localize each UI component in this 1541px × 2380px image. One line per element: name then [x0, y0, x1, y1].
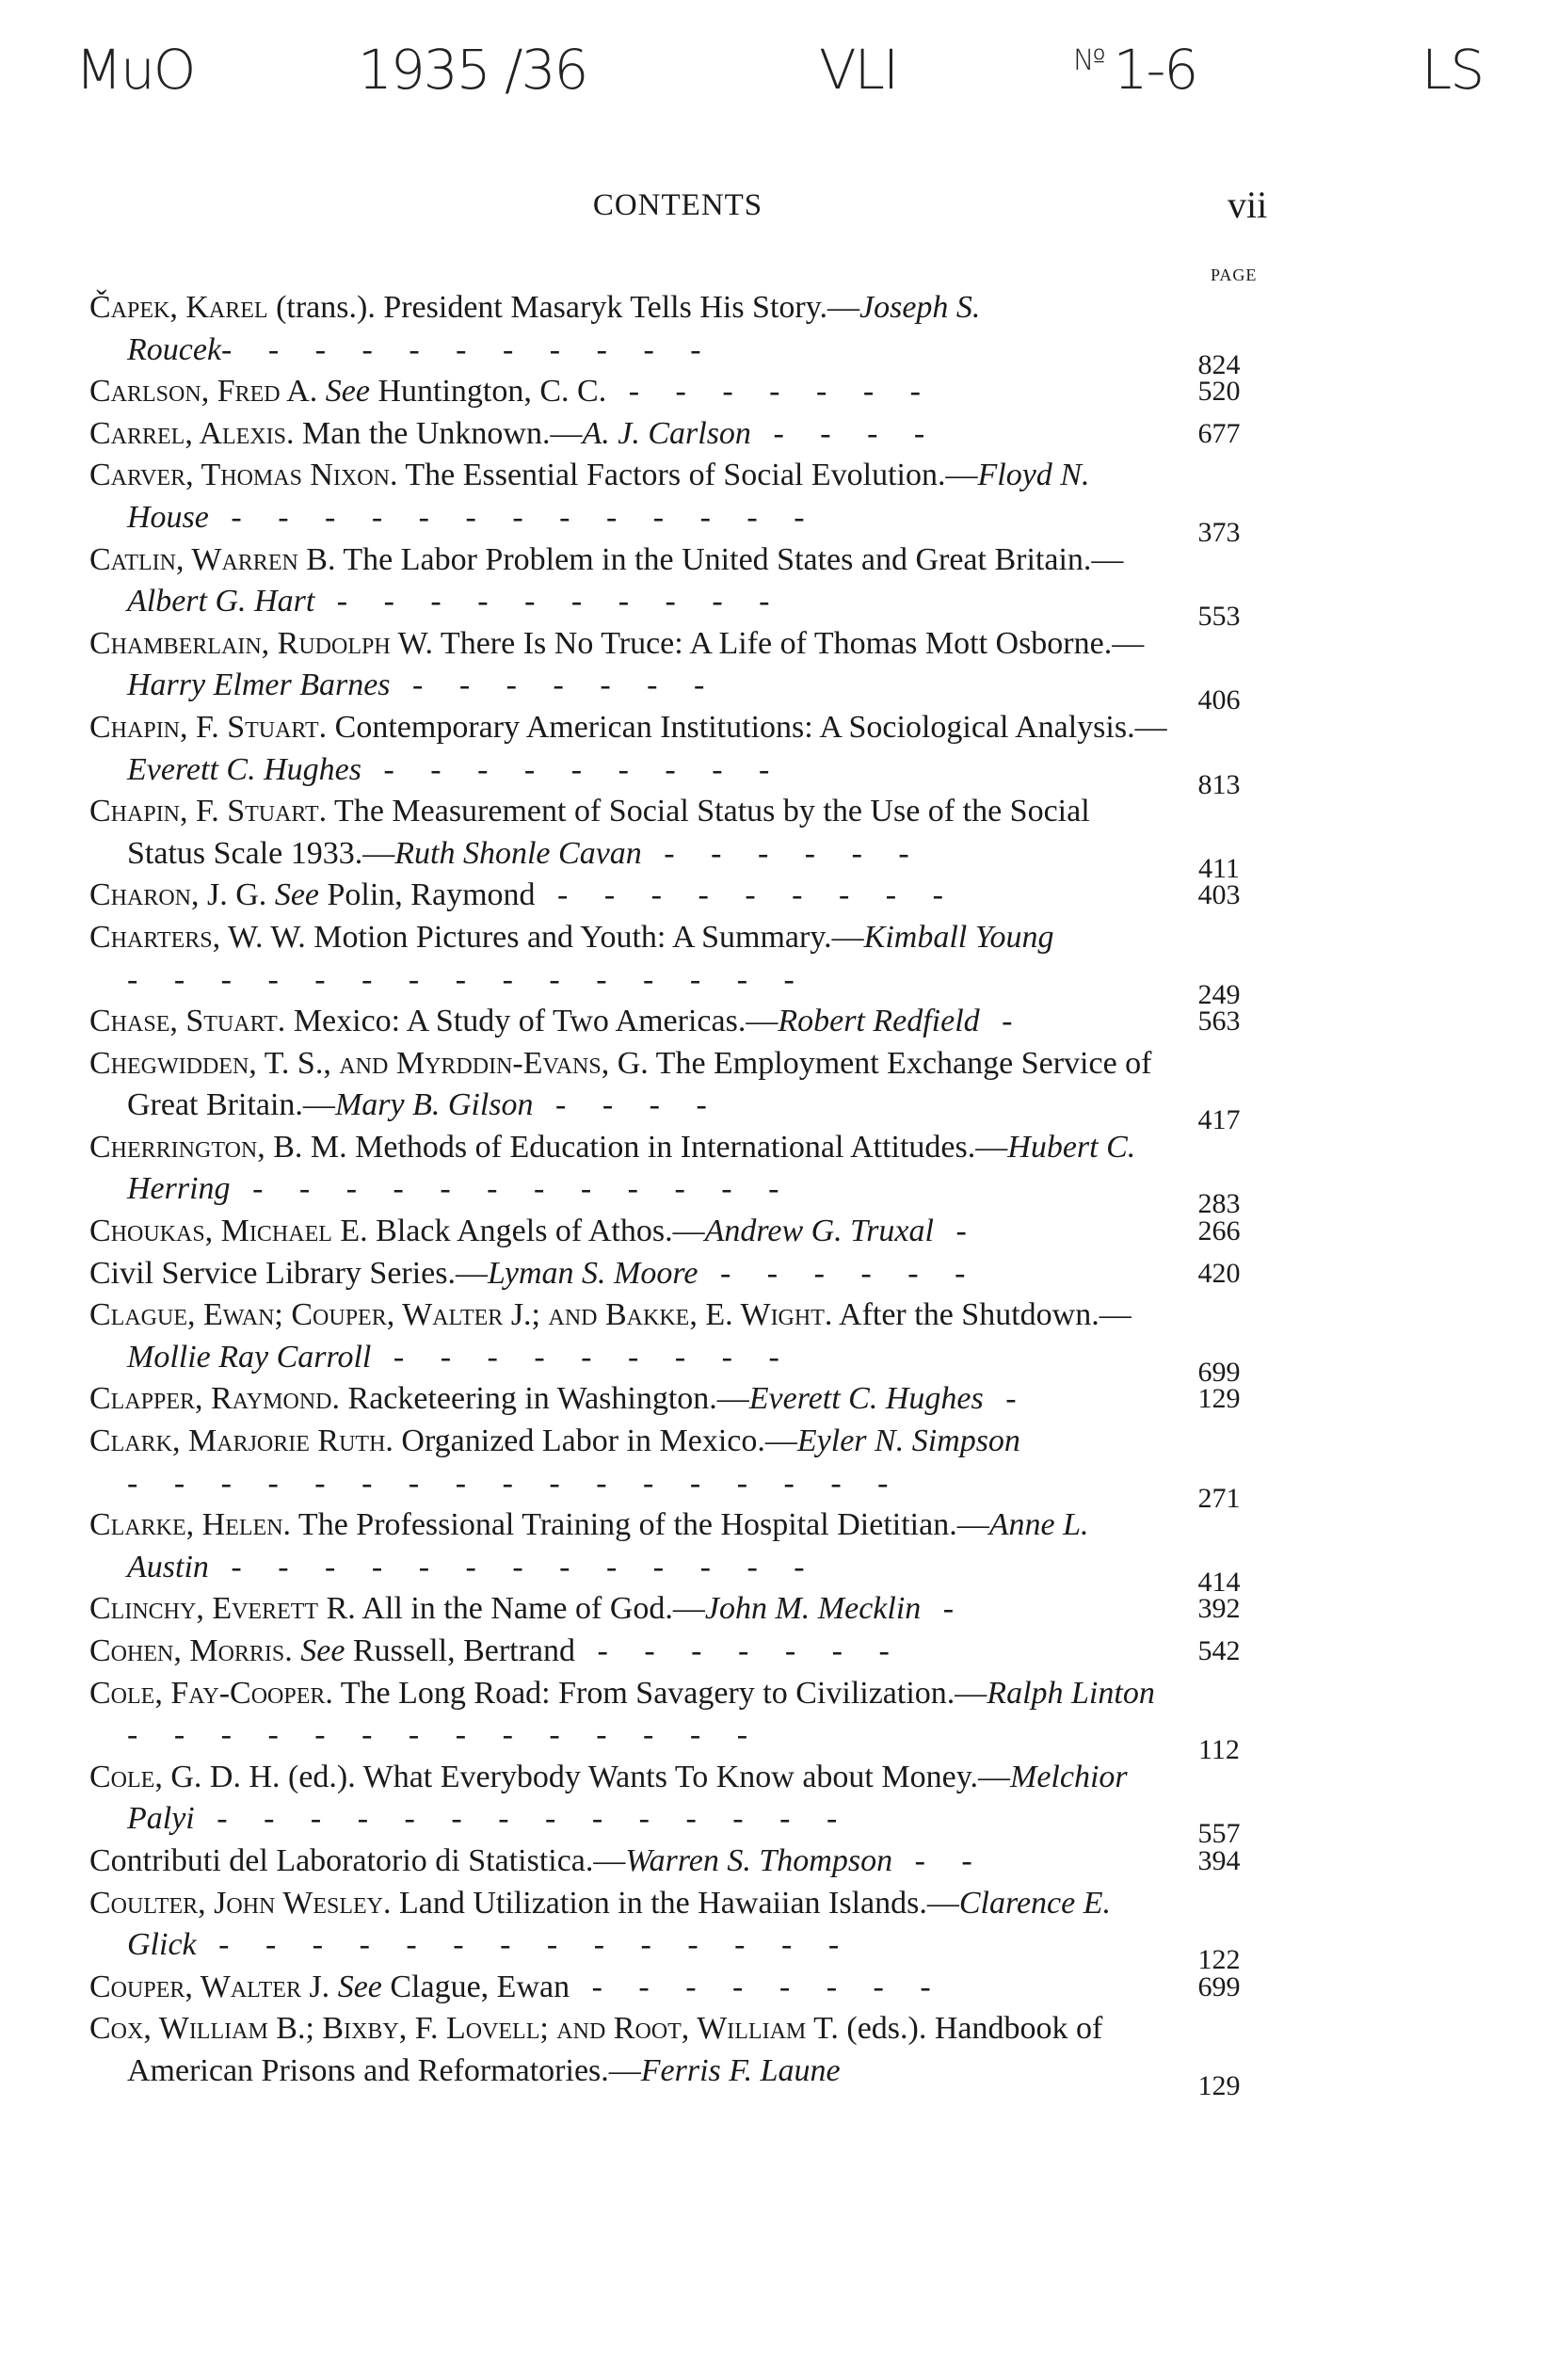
handwritten-note-4-range: 1-6 [1113, 38, 1197, 102]
entry-title: (ed.). What Everybody Wants To Know about Money.— [280, 1759, 1010, 1794]
contents-entry [89, 1673, 1313, 1766]
contents-entry [89, 1421, 1313, 1514]
entry-leader: - - - - - - - - - - - - - [208, 499, 819, 535]
entry-text [89, 875, 1172, 917]
entry-page-number: 824 [1197, 348, 1241, 380]
entry-title: Civil Service Library Series.— [89, 1255, 489, 1291]
entry-page-number: 699 [1197, 1970, 1241, 2002]
entry-page-number: 677 [1197, 417, 1241, 449]
entry-title: The Professional Training of the Hospital Dietitian.— [291, 1507, 989, 1543]
entry-see: See [274, 877, 319, 913]
entry-author: Cole, Fay-Cooper. [89, 1675, 333, 1711]
entry-author: Catlin, Warren B. [89, 541, 336, 577]
entry-author: Carver, Thomas Nixon. [89, 458, 398, 493]
contents-entry [89, 1211, 1313, 1253]
entry-leader: - - - - - - - [606, 374, 935, 410]
entry-title: Contributi del Laboratorio di Statistica.— [89, 1842, 626, 1878]
entry-text [89, 1631, 1172, 1673]
contents-entry [89, 791, 1313, 884]
contents-entry [89, 1253, 1313, 1295]
entry-author: Clague, Ewan; Couper, Walter J.; and Bakke, E. Wight. [89, 1297, 833, 1333]
entry-text [89, 707, 1172, 791]
handwritten-note-4 [1073, 38, 1196, 102]
entry-title: (eds.). Handbook of American Prisons and Reformatories.— [127, 2011, 1103, 2088]
entry-title: Man the Unknown.— [294, 415, 583, 451]
page-column-label: PAGE [1211, 265, 1258, 284]
contents-entry [89, 707, 1313, 800]
entry-text [89, 1841, 1172, 1883]
entry-page-number: 414 [1197, 1566, 1241, 1598]
entry-text [89, 1588, 1172, 1631]
entry-author: Couper, Walter J. [89, 1969, 330, 2004]
entry-title: Racketeering in Washington.— [340, 1381, 749, 1417]
contents-entry [89, 413, 1313, 456]
entry-reviewer: Robert Redfield [778, 1004, 980, 1039]
contents-entry [89, 1757, 1313, 1850]
entry-title: The Labor Problem in the United States and Great Britain.— [335, 541, 1124, 577]
entry-leader: - - - - - - [641, 835, 923, 871]
entry-text [89, 1295, 1172, 1378]
entry-title: There Is No Truce: A Life of Thomas Mott Osborne.— [433, 625, 1145, 661]
entry-text [89, 1673, 1172, 1757]
entry-page-number: 392 [1197, 1593, 1241, 1625]
entry-title: Land Utilization in the Hawaiian Islands.— [391, 1885, 959, 1921]
contents-entry [89, 1043, 1313, 1136]
entry-reviewer: Ralph Linton [987, 1675, 1155, 1711]
entry-title: (trans.). President Masaryk Tells His Story.— [267, 290, 860, 325]
entry-page-number: 122 [1197, 1944, 1241, 1976]
contents-entry [89, 2008, 1313, 2101]
entry-page-number: 271 [1197, 1482, 1241, 1514]
entry-reviewer: A. J. Carlson [582, 415, 751, 451]
entry-title: The Employment Exchange Service of Great Britain.— [127, 1045, 1152, 1123]
entry-page-number: 112 [1198, 1734, 1240, 1766]
entry-author: Čapek, Karel [89, 290, 268, 325]
entry-text [89, 1421, 1172, 1504]
entry-see: See [337, 1969, 382, 2004]
entry-leader: - - - - [750, 415, 939, 451]
entry-author: Carlson, Fred A. [89, 374, 318, 410]
entry-leader: - [979, 1004, 1027, 1039]
entry-author: Chase, Stuart. [89, 1004, 286, 1039]
entry-reviewer: Everett C. Hughes [748, 1381, 984, 1417]
entry-leader: - - - - - - - - - [371, 1339, 794, 1375]
contents-entry [89, 623, 1313, 716]
entry-leader: - - - - - - - - - [535, 877, 957, 913]
entry-author: Chapin, F. Stuart. [89, 709, 328, 745]
entry-leader: - - - - - - - - - - - [221, 331, 715, 367]
entry-title: Clague, Ewan [381, 1969, 570, 2004]
entry-text [89, 791, 1172, 875]
entry-author: Clinchy, Everett R. [89, 1591, 356, 1627]
entry-text [89, 1001, 1172, 1043]
entry-text [89, 2008, 1172, 2092]
entry-page-number: 813 [1197, 768, 1241, 800]
entry-page-number: 129 [1197, 1383, 1241, 1415]
entry-text [89, 539, 1172, 623]
entry-title: After the Shutdown.— [832, 1297, 1132, 1333]
entry-page-number: 403 [1197, 879, 1241, 911]
entry-author: Cole, G. D. H. [89, 1759, 281, 1794]
entry-leader: - [983, 1381, 1031, 1417]
entry-author: Charon, J. G. [89, 877, 267, 913]
entry-author: Choukas, Michael E. [89, 1214, 368, 1249]
contents-entry [89, 1295, 1313, 1388]
page-number: vii [1228, 184, 1268, 226]
entry-reviewer: Mary B. Gilson [334, 1087, 534, 1123]
entry-leader: - - - - - - - [575, 1633, 904, 1668]
contents-entry [89, 371, 1313, 413]
entry-title: Polin, Raymond [319, 877, 536, 913]
entry-text [89, 623, 1172, 707]
entry-page-number: 417 [1197, 1104, 1241, 1136]
entry-title: Contemporary American Institutions: A Sociological Analysis.— [327, 709, 1167, 745]
entry-leader: - - - - - - - [390, 667, 719, 703]
entry-page-number: 406 [1197, 684, 1241, 716]
entry-text [89, 1378, 1172, 1421]
entry-leader: - - [892, 1842, 987, 1878]
handwritten-note-4-sup: Nº [1073, 43, 1104, 77]
entry-text [89, 1253, 1172, 1295]
entry-author: Cherrington, B. M. [89, 1129, 347, 1165]
contents-entry [89, 1588, 1313, 1631]
entry-text [89, 455, 1172, 539]
contents-entry [89, 1967, 1313, 2009]
entry-reviewer: Floyd N. House [127, 458, 1090, 535]
entry-text [89, 287, 1172, 371]
entry-page-number: 563 [1197, 1005, 1241, 1037]
entry-text [89, 1967, 1172, 2009]
entry-leader: - - - - - - - - - - - - - [208, 1549, 819, 1584]
entry-leader: - - - - - - [698, 1255, 980, 1291]
handwritten-note-1: MuO [75, 38, 195, 102]
entry-author: Carrel, Alexis. [89, 415, 295, 451]
entry-page-number: 553 [1197, 601, 1241, 633]
entry-author: Chamberlain, Rudolph W. [89, 625, 434, 661]
contents-entry [89, 1504, 1313, 1598]
entry-page-number: 394 [1197, 1844, 1241, 1876]
entry-author: Charters, W. W. [89, 919, 306, 955]
entry-reviewer: Everett C. Hughes [127, 751, 361, 787]
entry-leader: - [921, 1591, 969, 1627]
entry-reviewer: Lyman S. Moore [488, 1255, 698, 1291]
entry-reviewer: Albert G. Hart [127, 584, 315, 619]
entry-see: See [325, 374, 370, 410]
contents-entry [89, 1127, 1313, 1220]
entry-leader: - - - - - - - - - - - - - - - [127, 961, 809, 997]
contents-entry [89, 287, 1313, 380]
entry-reviewer: Warren S. Thompson [625, 1842, 893, 1878]
entry-text [89, 1883, 1172, 1967]
entry-page-number: 411 [1198, 852, 1240, 884]
contents-entry [89, 1631, 1313, 1673]
entry-title: The Measurement of Social Status by the Use of the Social Status Scale 1933.— [127, 794, 1090, 871]
entry-author: Chegwidden, T. S., and Myrddin-Evans, G. [89, 1045, 649, 1081]
contents-entry [89, 1378, 1313, 1421]
entry-page-number: 699 [1197, 1356, 1241, 1388]
entry-page-number: 420 [1197, 1257, 1241, 1289]
contents-list [89, 287, 1313, 2101]
entry-reviewer: Clarence E. Glick [127, 1885, 1111, 1963]
entry-author: Cohen, Morris. [89, 1633, 293, 1668]
entry-text [89, 371, 1172, 413]
entry-page-number: 557 [1197, 1818, 1241, 1850]
entry-leader: - - - - - - - - - - - - [230, 1171, 794, 1207]
page-title: CONTENTS [592, 188, 763, 222]
entry-text [89, 1211, 1172, 1253]
entry-text [89, 1127, 1172, 1211]
entry-page-number: 520 [1197, 376, 1241, 408]
entry-author: Cox, William B.; Bixby, F. Lovell; and Root, William T. [89, 2011, 839, 2047]
contents-entry [89, 875, 1313, 917]
entry-page-number: 283 [1197, 1188, 1241, 1220]
entry-reviewer: Harry Elmer Barnes [127, 667, 391, 703]
entry-author: Clapper, Raymond. [89, 1381, 341, 1417]
entry-page-number: 249 [1197, 978, 1241, 1010]
entry-reviewer: Ferris F. Laune [640, 2052, 841, 2088]
entry-page-number: 373 [1197, 516, 1241, 548]
entry-title: All in the Name of God.— [355, 1591, 705, 1627]
entry-leader: - - - - - - - - [570, 1969, 945, 2004]
entry-title: The Long Road: From Savagery to Civilization.— [332, 1675, 987, 1711]
contents-entry [89, 1883, 1313, 1976]
contents-entry [89, 1001, 1313, 1043]
entry-author: Clark, Marjorie Ruth. [89, 1423, 393, 1459]
entry-text [89, 413, 1172, 456]
entry-reviewer: Kimball Young [863, 919, 1054, 955]
entry-title: Methods of Education in International Attitudes.— [346, 1129, 1008, 1165]
entry-page-number: 129 [1197, 2069, 1241, 2101]
entry-reviewer: Anne L. Austin [127, 1507, 1089, 1584]
entry-leader: - - - - - - - - - - [314, 584, 784, 619]
entry-page-number: 542 [1197, 1635, 1241, 1666]
entry-reviewer: Joseph S. Roucek [127, 290, 981, 367]
entry-reviewer: Melchior Palyi [127, 1759, 1128, 1837]
entry-title: Mexico: A Study of Two Americas.— [285, 1004, 779, 1039]
contents-entry [89, 539, 1313, 633]
handwritten-note-2: 1935 /36 [358, 38, 587, 102]
entry-text [89, 1757, 1172, 1841]
entry-leader: - - - - [533, 1087, 721, 1123]
entry-text [89, 1504, 1172, 1588]
entry-title: Organized Labor in Mexico.— [393, 1423, 797, 1459]
entry-leader: - [933, 1214, 981, 1249]
entry-title: Russell, Bertrand [345, 1633, 576, 1668]
page-header [0, 184, 1541, 245]
entry-reviewer: Ruth Shonle Cavan [394, 835, 642, 871]
entry-leader: - - - - - - - - - - - - - - [127, 1717, 762, 1753]
contents-entry [89, 917, 1313, 1010]
entry-title: The Essential Factors of Social Evolution.— [397, 458, 978, 493]
entry-page-number: 266 [1197, 1215, 1241, 1247]
entry-reviewer: Mollie Ray Carroll [127, 1339, 372, 1375]
entry-reviewer: Eyler N. Simpson [796, 1423, 1020, 1459]
entry-title: Huntington, C. C. [369, 374, 607, 410]
contents-entry [89, 455, 1313, 548]
handwritten-note-3: VLI [819, 38, 898, 102]
entry-author: Chapin, F. Stuart. [89, 794, 328, 829]
entry-reviewer: Hubert C. Herring [127, 1129, 1136, 1207]
entry-see: See [300, 1633, 345, 1668]
entry-leader: - - - - - - - - - [361, 751, 784, 787]
entry-reviewer: John M. Mecklin [704, 1591, 922, 1627]
entry-reviewer: Andrew G. Truxal [704, 1214, 934, 1249]
entry-text [89, 1043, 1172, 1127]
entry-title: Motion Pictures and Youth: A Summary.— [305, 919, 864, 955]
entry-leader: - - - - - - - - - - - - - - - - - [127, 1465, 903, 1501]
entry-title: Black Angels of Athos.— [367, 1214, 705, 1249]
entry-author: Coulter, John Wesley. [89, 1885, 392, 1921]
handwritten-note-5: LS [1421, 38, 1484, 102]
entry-leader: - - - - - - - - - - - - - - [194, 1801, 852, 1837]
entry-author: Clarke, Helen. [89, 1507, 292, 1543]
entry-text [89, 917, 1172, 1001]
entry-leader: - - - - - - - - - - - - - - [196, 1927, 854, 1963]
contents-entry [89, 1841, 1313, 1883]
